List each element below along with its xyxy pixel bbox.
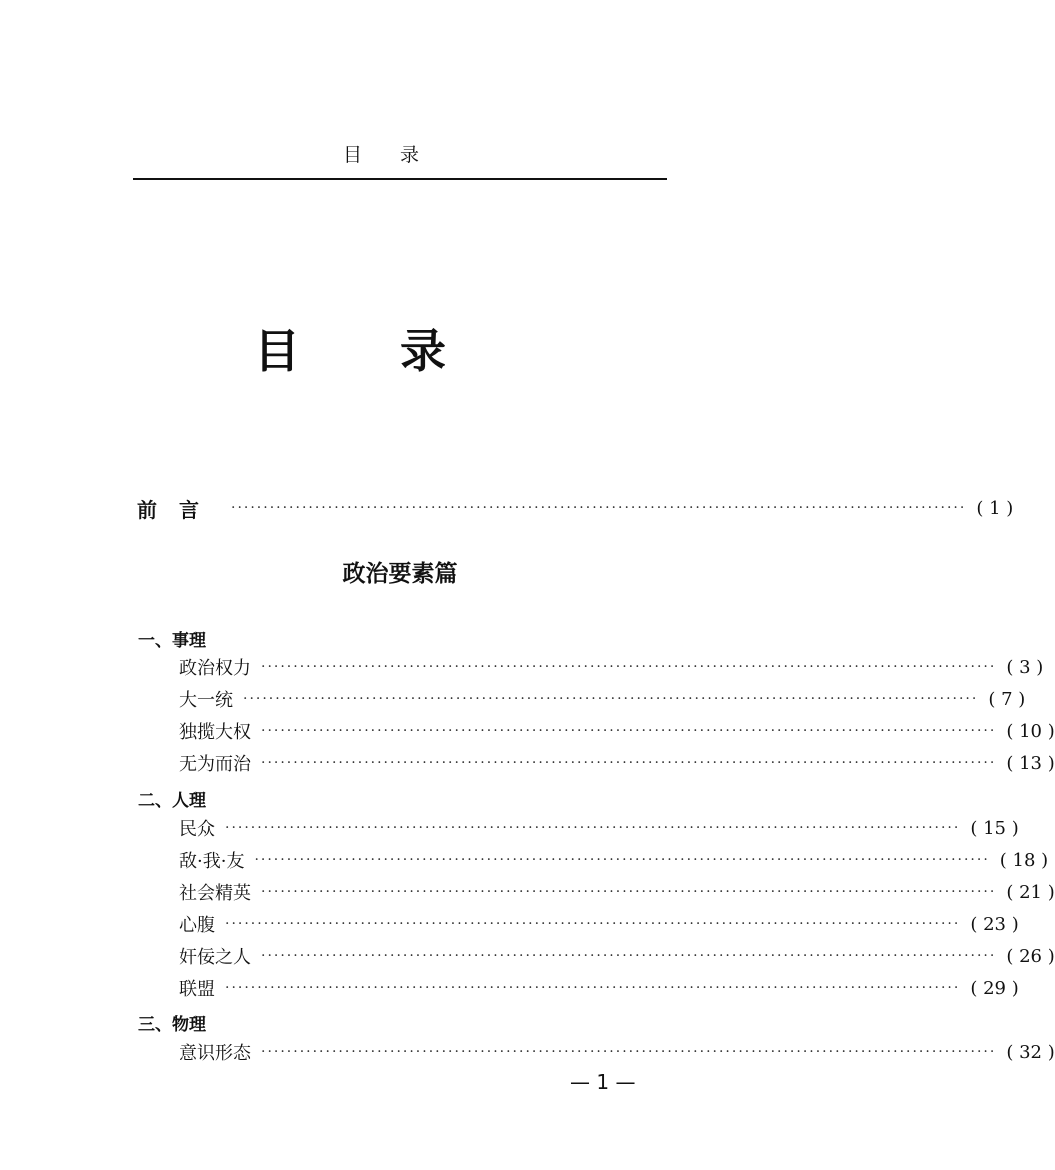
dot-leader: ·················································································································· [261,723,997,739]
toc-entry-title: 独揽大权 [179,722,251,743]
toc-entry[interactable] [179,909,1019,939]
toc-entry[interactable] [179,973,1019,1003]
toc-entry[interactable] [179,1037,1055,1067]
page-number: — 1 — [570,1070,636,1094]
running-head: 目录 [342,144,457,166]
toc-entry-title: 政治权力 [179,658,251,679]
toc-entry-title: 无为而治 [179,754,251,775]
dot-leader: ·················································································································· [243,691,979,707]
toc-entry-preface[interactable] [137,493,1014,523]
toc-entry-title: 敌·我·友 [179,851,245,872]
section-title: 一、事理 [138,631,206,651]
dot-leader: ·················································································································· [254,852,990,868]
toc-entry-title: 大一统 [179,690,233,711]
dot-leader: ·················································································································· [261,1044,997,1060]
page-title: 目录 [254,324,546,378]
part-title: 政治要素篇 [342,560,458,587]
dot-leader: ·················································································································· [225,980,961,996]
toc-entry-page: ( 21 ) [1006,881,1055,903]
dot-leader: ·················································································································· [261,659,997,675]
toc-entry-page: ( 18 ) [999,849,1049,871]
toc-entry-title: 意识形态 [179,1043,251,1064]
toc-entry[interactable] [179,684,1026,714]
toc-entry[interactable] [179,652,1044,682]
toc-entry-page: ( 10 ) [1006,720,1055,742]
dot-leader: ·················································································································· [261,948,997,964]
toc-entry-title: 民众 [179,819,215,840]
dot-leader: ·················································································································· [225,916,961,932]
toc-entry[interactable] [179,748,1055,778]
toc-entry[interactable] [179,941,1055,971]
toc-entry-title: 前言 [137,497,221,522]
toc-entry[interactable] [179,845,1049,875]
header-rule [133,178,667,180]
toc-entry-page: ( 15 ) [970,817,1019,839]
toc-entry-title: 联盟 [179,979,215,1000]
toc-entry-page: ( 29 ) [970,977,1019,999]
toc-entry-page: ( 1 ) [976,497,1014,519]
section-title: 二、人理 [138,791,206,811]
toc-entry-page: ( 26 ) [1006,945,1055,967]
dot-leader: ·················································································································· [225,820,961,836]
dot-leader: ·················································································································· [261,755,997,771]
section-title: 三、物理 [138,1015,206,1035]
toc-entry-page: ( 3 ) [1006,656,1044,678]
toc-entry-title: 社会精英 [179,883,251,904]
toc-entry-page: ( 7 ) [988,688,1026,710]
dot-leader: ·················································································································· [231,500,967,516]
toc-entry[interactable] [179,877,1055,907]
dot-leader: ·················································································································· [261,884,997,900]
toc-entry[interactable] [179,813,1019,843]
toc-entry-title: 奸佞之人 [179,947,251,968]
toc-entry-title: 心腹 [179,915,215,936]
toc-entry-page: ( 13 ) [1006,752,1055,774]
toc-entry-page: ( 32 ) [1006,1041,1055,1063]
toc-entry-page: ( 23 ) [970,913,1019,935]
toc-entry[interactable] [179,716,1055,746]
